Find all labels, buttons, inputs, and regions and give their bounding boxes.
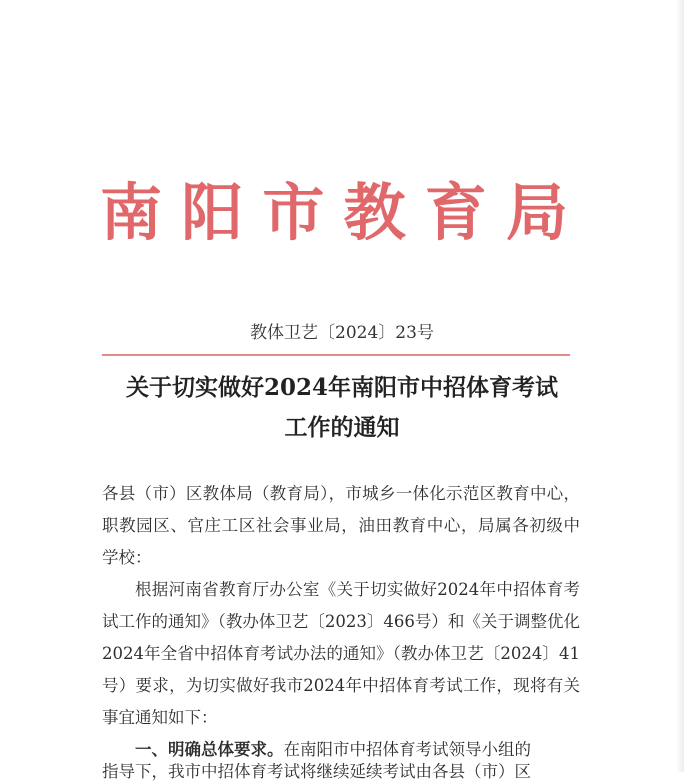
masthead-char: 南 <box>100 176 165 249</box>
intro-paragraph: 根据河南省教育厅办公室《关于切实做好2024年中招体育考试工作的通知》（教办体卫艺〔2023〕466号）和《关于调整优化2024年全省中招体育考试办法的通知》（教办体卫艺〔2024〕41号）要求，为切实做好我市2024年中招体育考试工作，现将有关事宜通知如下： <box>102 580 580 727</box>
masthead-char: 市 <box>262 176 327 249</box>
masthead-char: 阳 <box>181 176 246 249</box>
red-divider-line <box>102 354 570 356</box>
document-body <box>102 478 580 766</box>
salutation-paragraph: 各县（市）区教体局（教育局），市城乡一体化示范区教育中心，职教园区、官庄工区社会事业局，油田教育中心，局属各初级中学校： <box>102 484 580 567</box>
document-title <box>80 368 604 448</box>
title-line-2: 工作的通知 <box>284 414 400 441</box>
masthead-char: 教 <box>343 176 408 249</box>
page-edge-shadow <box>676 0 684 772</box>
masthead-char: 局 <box>505 176 570 249</box>
title-line-1: 关于切实做好2024年南阳市中招体育考试 <box>125 374 558 401</box>
masthead-char: 育 <box>424 176 489 249</box>
cut-off-text-line: 指导下，我市中招体育考试将继续延续考试由各县（市）区 <box>102 762 531 781</box>
section-1-heading: 一、明确总体要求。 <box>135 740 284 759</box>
issuer-masthead <box>100 168 570 258</box>
document-number: 教体卫艺〔2024〕23号 <box>250 323 434 343</box>
section-1-text: 在南阳市中招体育考试领导小组的 <box>283 740 531 759</box>
